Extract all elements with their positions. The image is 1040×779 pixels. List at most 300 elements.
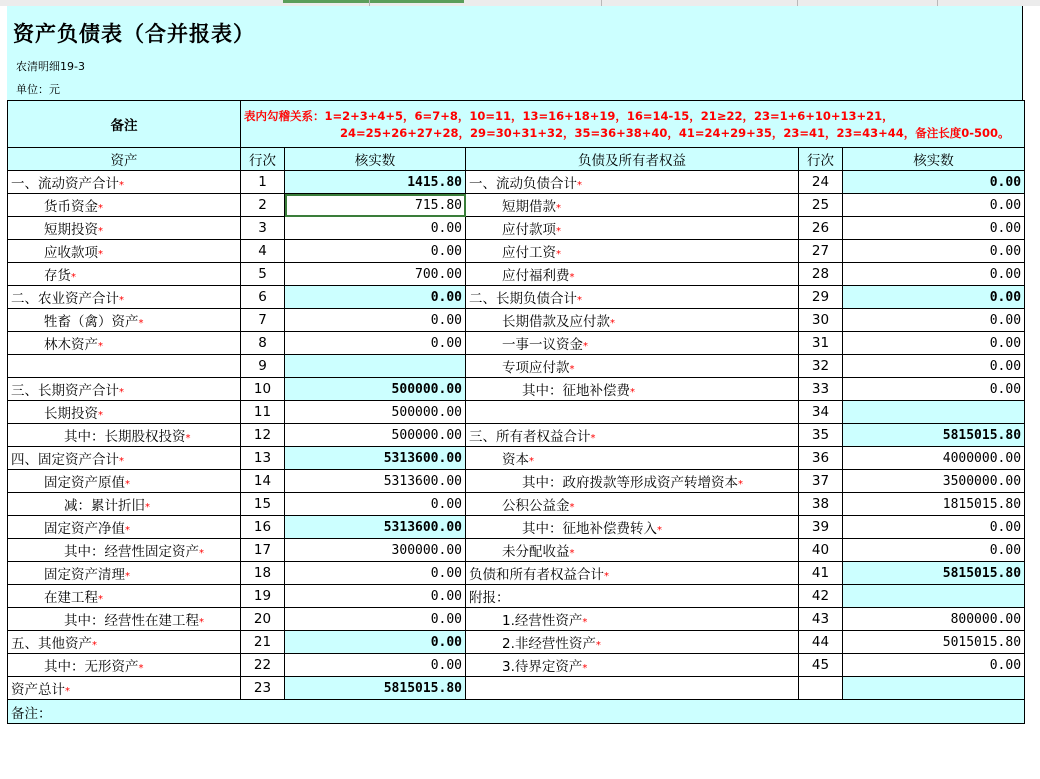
liability-item-label [466,217,799,240]
liability-row-number-text: 41 [811,565,830,581]
liability-column-header: 负债及所有者权益 [466,148,799,171]
required-marker: * [71,272,76,283]
liability-item-label [466,424,799,447]
asset-verified-value[interactable] [285,194,466,217]
asset-verified-value[interactable] [285,240,466,263]
liability-verified-value[interactable] [843,493,1025,516]
asset-verified-value[interactable] [285,401,466,424]
asset-item-label-text: 牲畜（禽）资产 [44,314,139,330]
liability-row-number [799,447,843,470]
liability-verified-value-text: 0.00 [989,243,1022,259]
required-marker: * [98,249,103,260]
asset-row-number-text: 15 [253,496,272,512]
asset-item-label-text: 固定资产原值 [44,475,125,491]
liability-row-number-text: 29 [811,289,830,305]
asset-verified-value-text: 5313600.00 [383,450,462,466]
liability-verified-value-text: 5815015.80 [942,427,1022,443]
asset-item-label [8,608,241,631]
liability-row-number [799,516,843,539]
liability-verified-value-text: 1815015.80 [942,496,1022,512]
asset-row-number [241,516,285,539]
liability-item-label [466,332,799,355]
asset-item-label-text: 一、流动资产合计 [11,176,119,192]
liability-item-label [466,286,799,309]
asset-verified-value-text: 0.00 [430,565,462,581]
liability-verified-value[interactable] [843,470,1025,493]
asset-row-number-text: 19 [253,588,272,604]
balance-sheet-table [7,100,1025,724]
table-row [8,493,1025,516]
required-marker: * [582,617,588,628]
liability-row-number-text: 33 [811,381,830,397]
right-margin [1023,6,1040,779]
liability-item-label-text: 附报： [469,590,510,606]
verified-column-header: 核实数 [285,148,466,171]
asset-column-header: 资产 [8,148,241,171]
required-marker: * [556,203,561,214]
liability-row-number [799,631,843,654]
liability-row-number [799,493,843,516]
asset-row-number-text: 20 [253,611,272,627]
page-title: 资产负债表（合并报表） [13,21,255,46]
asset-row-number-text: 22 [253,657,272,673]
asset-verified-value-text: 5313600.00 [383,473,462,489]
asset-row-number [241,378,285,401]
asset-verified-value [285,355,466,378]
asset-verified-value-text: 700.00 [415,266,462,282]
required-marker: * [138,318,144,329]
asset-item-label [8,217,241,240]
asset-verified-value[interactable] [285,608,466,631]
asset-item-label-text: 林木资产 [44,337,98,353]
required-marker: * [98,203,103,214]
asset-verified-value[interactable] [285,263,466,286]
liability-verified-value [843,562,1025,585]
asset-verified-value[interactable] [285,585,466,608]
asset-item-label [8,677,241,700]
liability-verified-value[interactable] [843,378,1025,401]
required-marker: * [98,594,103,605]
required-marker: * [582,663,588,674]
liability-verified-value-text: 4000000.00 [942,450,1022,466]
asset-item-label [8,378,241,401]
table-row [8,608,1025,631]
asset-verified-value-text: 5815015.80 [383,680,462,696]
required-marker: * [119,180,124,191]
required-marker: * [577,180,582,191]
liability-row-number-text: 45 [811,657,830,673]
liability-verified-value[interactable] [843,631,1025,654]
liability-item-label-text: 1.经营性资产 [502,613,583,629]
asset-verified-value[interactable] [285,309,466,332]
liability-row-number-text: 31 [811,335,830,351]
liability-row-number-text: 35 [811,427,830,443]
liability-row-number [799,608,843,631]
liability-verified-value-text: 800000.00 [950,611,1022,627]
asset-item-label [8,240,241,263]
formula-cell [241,101,1025,148]
liability-item-label [466,263,799,286]
liability-verified-value[interactable] [843,516,1025,539]
row-no-column-header-2: 行次 [799,148,843,171]
liability-verified-value[interactable] [843,539,1025,562]
asset-item-label [8,171,241,194]
liability-verified-value [843,286,1025,309]
asset-row-number [241,309,285,332]
liability-item-label-text: 其中：征地补偿费 [522,383,630,399]
liability-verified-value [843,677,1025,700]
formula-line-1 [244,108,1021,125]
asset-verified-value[interactable] [285,424,466,447]
liability-verified-value[interactable] [843,194,1025,217]
required-marker: * [610,318,615,329]
liability-row-number-text: 30 [811,312,830,328]
required-marker: * [185,433,191,444]
required-marker: * [630,387,635,398]
asset-item-label [8,194,241,217]
asset-verified-value[interactable] [285,217,466,240]
liability-row-number-text: 28 [811,266,830,282]
liability-row-number [799,401,843,424]
liability-verified-value-text: 0.00 [989,519,1022,535]
required-marker: * [98,410,103,421]
asset-item-label [8,562,241,585]
liability-verified-value[interactable] [843,240,1025,263]
asset-item-label [8,493,241,516]
liability-item-label [466,378,799,401]
asset-item-label-text: 短期投资 [44,222,98,238]
asset-item-label-text: 五、其他资产 [11,636,92,652]
liability-verified-value[interactable] [843,217,1025,240]
liability-item-label [466,171,799,194]
asset-row-number-text: 12 [253,427,272,443]
table-row [8,562,1025,585]
asset-row-number-text: 14 [253,473,272,489]
liability-item-label [466,401,799,424]
liability-item-label-text: 公积公益金 [502,498,570,514]
asset-verified-value-text: 1415.80 [407,174,462,190]
liability-item-label [466,585,799,608]
liability-item-label-text: 二、长期负债合计 [469,291,577,307]
table-row [8,378,1025,401]
asset-item-label [8,631,241,654]
asset-row-number-text: 11 [253,404,272,420]
liability-row-number [799,332,843,355]
liability-item-label [466,240,799,263]
liability-item-label [466,309,799,332]
asset-row-number-text: 5 [258,266,267,282]
liability-item-label [466,470,799,493]
liability-row-number-text: 32 [811,358,830,374]
asset-verified-value-text: 5313600.00 [383,519,462,535]
liability-row-number-text: 25 [811,197,830,213]
asset-verified-value-text: 300000.00 [391,542,462,558]
required-marker: * [569,548,575,559]
asset-row-number-text: 8 [258,335,267,351]
required-marker: * [577,295,582,306]
liability-item-label-text: 专项应付款 [502,360,570,376]
asset-row-number-text: 21 [253,634,272,650]
liability-verified-value-text: 5815015.80 [942,565,1022,581]
table-row [8,240,1025,263]
table-row [8,470,1025,493]
asset-row-number [241,539,285,562]
liability-row-number [799,286,843,309]
liability-item-label-text: 资本 [502,452,529,468]
asset-row-number [241,286,285,309]
asset-row-number [241,194,285,217]
required-marker: * [556,249,561,260]
asset-row-number [241,562,285,585]
formula-line-2: 24=25+26+27+28，29=30+31+32，35=36+38+40，41=24+29+35，23=41，23=43+44，备注长度0-500。 [340,126,1010,140]
liability-row-number [799,240,843,263]
liability-row-number [799,194,843,217]
liability-item-label [466,493,799,516]
asset-row-number [241,171,285,194]
unit-label: 单位：元 [16,83,60,96]
required-marker: * [583,341,588,352]
liability-verified-value[interactable] [843,608,1025,631]
asset-item-label-text: 货币资金 [44,199,98,215]
liability-row-number [799,677,843,700]
required-marker: * [604,571,609,582]
asset-item-label-text: 其中：无形资产 [44,659,139,675]
asset-verified-value [285,171,466,194]
required-marker: * [119,456,124,467]
asset-verified-value-text: 0.00 [430,611,462,627]
liability-row-number-text: 36 [811,450,830,466]
liability-row-number-text: 37 [811,473,830,489]
table-row [8,585,1025,608]
asset-item-label-text: 三、长期资产合计 [11,383,119,399]
asset-verified-value [285,447,466,470]
liability-row-number [799,217,843,240]
liability-row-number [799,171,843,194]
liability-verified-value-text: 0.00 [989,266,1022,282]
liability-row-number-text: 43 [811,611,830,627]
liability-verified-value[interactable] [843,447,1025,470]
asset-verified-value-text: 0.00 [430,243,462,259]
remark-header-cell [8,101,241,148]
remark-input-area[interactable] [7,747,1023,779]
row-no-column-header: 行次 [241,148,285,171]
asset-item-label [8,447,241,470]
liability-verified-value-text: 3500000.00 [942,473,1022,489]
table-row [8,217,1025,240]
asset-verified-value[interactable] [285,562,466,585]
asset-row-number [241,217,285,240]
asset-verified-value [285,631,466,654]
liability-item-label-text: 3.待界定资产 [502,659,583,675]
liability-item-label-text: 负债和所有者权益合计 [469,567,604,583]
liability-verified-value[interactable] [843,263,1025,286]
table-row [8,447,1025,470]
required-marker: * [738,479,743,490]
asset-verified-value [285,516,466,539]
liability-item-label [466,194,799,217]
asset-verified-value[interactable] [285,654,466,677]
liability-verified-value-text: 0.00 [989,289,1022,305]
liability-row-number [799,309,843,332]
table-row [8,194,1025,217]
liability-verified-value-text: 0.00 [989,358,1022,374]
liability-verified-value[interactable] [843,309,1025,332]
asset-verified-value [285,677,466,700]
required-marker: * [199,548,204,559]
asset-row-number [241,677,285,700]
liability-row-number-text: 40 [811,542,830,558]
required-marker: * [569,272,575,283]
liability-row-number [799,654,843,677]
required-marker: * [590,433,596,444]
liability-row-number-text: 26 [811,220,830,236]
required-marker: * [569,502,575,513]
asset-item-label-text: 长期投资 [44,406,98,422]
asset-item-label [8,332,241,355]
asset-row-number [241,447,285,470]
liability-row-number-text: 39 [811,519,830,535]
required-marker: * [98,341,103,352]
asset-row-number [241,401,285,424]
asset-verified-value[interactable] [285,493,466,516]
asset-verified-value[interactable] [285,332,466,355]
asset-verified-value-text: 500000.00 [391,427,462,443]
asset-row-number [241,493,285,516]
asset-item-label-text: 四、固定资产合计 [11,452,119,468]
liability-item-label-text: 2.非经营性资产 [502,636,596,652]
asset-row-number-text: 6 [258,289,267,305]
asset-item-label [8,424,241,447]
required-marker: * [595,640,601,651]
table-row [8,171,1025,194]
liability-row-number-text: 38 [811,496,830,512]
asset-item-label [8,309,241,332]
asset-verified-value-text: 715.80 [415,197,462,213]
liability-verified-value-text: 0.00 [989,174,1022,190]
asset-verified-value-text: 0.00 [430,220,462,236]
required-marker: * [119,387,124,398]
asset-row-number-text: 1 [258,174,267,190]
verified-column-header-2: 核实数 [843,148,1025,171]
table-row [8,263,1025,286]
asset-row-number-text: 2 [258,197,267,213]
liability-item-label [466,654,799,677]
asset-item-label-text: 存货 [44,268,71,284]
table-row [8,516,1025,539]
asset-row-number-text: 10 [253,381,272,397]
formula-text-1: 1=2+3+4+5，6=7+8，10=11，13=16+18+19，16=14-15，21≥22，23=1+6+10+13+21， [324,109,894,123]
asset-row-number-text: 7 [258,312,267,328]
required-marker: * [145,502,150,513]
asset-verified-value-text: 500000.00 [391,404,462,420]
liability-item-label [466,562,799,585]
footer-remark-cell[interactable] [8,700,1025,724]
asset-item-label-text: 减：累计折旧 [64,498,145,514]
liability-verified-value [843,585,1025,608]
liability-verified-value [843,401,1025,424]
asset-item-label-text: 在建工程 [44,590,98,606]
asset-item-label-text: 应收款项 [44,245,98,261]
asset-item-label-text: 其中：经营性在建工程 [64,613,199,629]
asset-verified-value[interactable] [285,539,466,562]
liability-row-number [799,585,843,608]
remark-label: 备注 [110,118,138,134]
org-code: 农清明细19-3 [16,60,85,73]
asset-item-label-text: 其中：经营性固定资产 [64,544,199,560]
liability-item-label [466,608,799,631]
required-marker: * [125,479,130,490]
table-row [8,355,1025,378]
report-header [7,6,1023,100]
required-marker: * [98,226,103,237]
liability-verified-value-text: 0.00 [989,381,1022,397]
asset-row-number [241,470,285,493]
liability-row-number-text: 34 [811,404,830,420]
asset-item-label-text: 二、农业资产合计 [11,291,119,307]
asset-row-number [241,585,285,608]
table-row [8,654,1025,677]
required-marker: * [569,364,575,375]
asset-row-number [241,608,285,631]
asset-item-label-text: 资产总计 [11,682,65,698]
asset-item-label [8,470,241,493]
required-marker: * [65,686,70,697]
liability-item-label-text: 三、所有者权益合计 [469,429,591,445]
liability-item-label-text: 应付工资 [502,245,556,261]
asset-verified-value[interactable] [285,470,466,493]
table-row [8,539,1025,562]
asset-verified-value-text: 0.00 [430,657,462,673]
liability-item-label-text: 短期借款 [502,199,556,215]
asset-item-label [8,401,241,424]
liability-verified-value [843,424,1025,447]
liability-verified-value [843,171,1025,194]
asset-item-label [8,286,241,309]
active-tab-indicator[interactable] [283,0,464,3]
footer-remark-label: 备注： [11,705,52,722]
asset-row-number [241,332,285,355]
liability-verified-value[interactable] [843,654,1025,677]
liability-item-label-text: 一事一议资金 [502,337,583,353]
asset-verified-value-text: 0.00 [430,335,462,351]
required-marker: * [138,663,144,674]
formula-label: 表内勾稽关系： [244,109,325,123]
asset-verified-value-text: 0.00 [430,634,462,650]
liability-verified-value[interactable] [843,355,1025,378]
asset-row-number-text: 13 [253,450,272,466]
liability-row-number-text: 24 [811,174,830,190]
liability-item-label-text: 长期借款及应付款 [502,314,610,330]
asset-row-number-text: 18 [253,565,272,581]
liability-row-number [799,424,843,447]
liability-item-label [466,631,799,654]
table-row [8,286,1025,309]
asset-item-label [8,654,241,677]
liability-item-label-text: 应付福利费 [502,268,570,284]
asset-row-number-text: 9 [258,358,267,374]
liability-item-label-text: 未分配收益 [502,544,570,560]
asset-row-number [241,424,285,447]
asset-item-label [8,263,241,286]
required-marker: * [119,295,124,306]
asset-verified-value-text: 0.00 [430,312,462,328]
liability-verified-value[interactable] [843,332,1025,355]
asset-verified-value-text: 500000.00 [391,381,462,397]
asset-row-number [241,263,285,286]
asset-row-number [241,631,285,654]
asset-verified-value-text: 0.00 [430,496,462,512]
liability-item-label-text: 应付款项 [502,222,556,238]
